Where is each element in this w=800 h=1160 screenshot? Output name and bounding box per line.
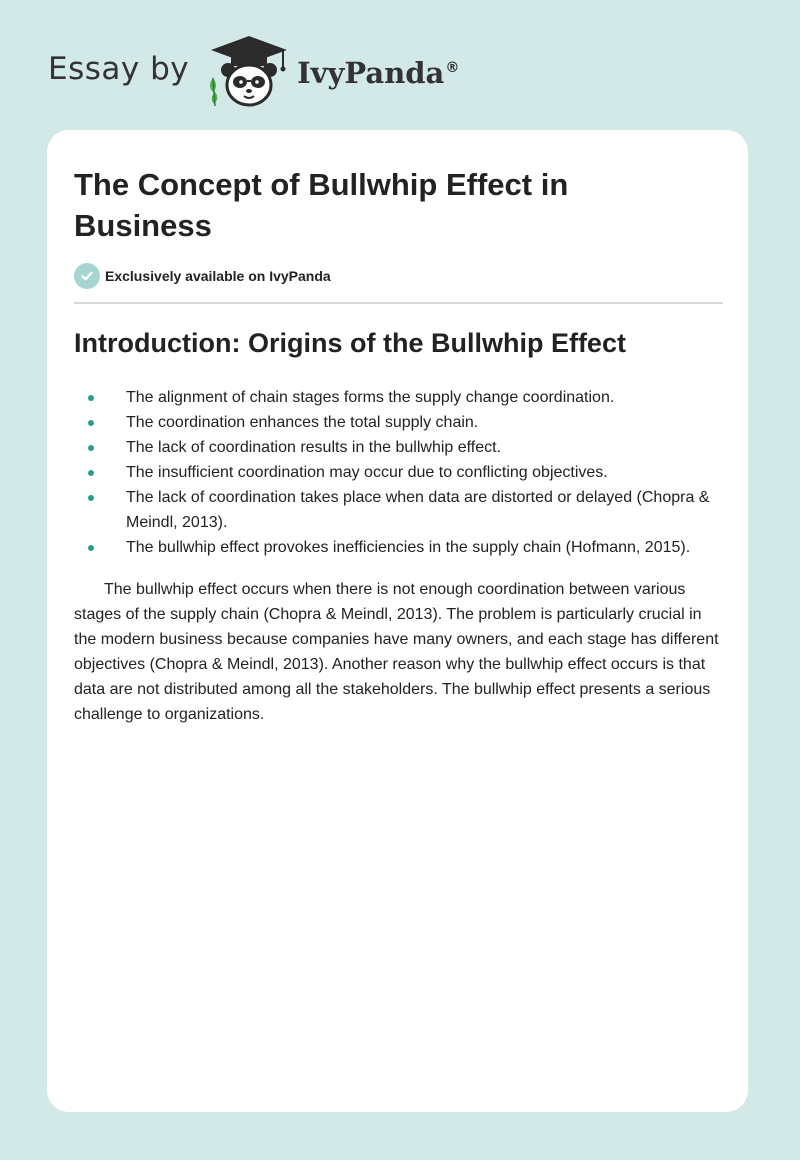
section-heading: Introduction: Origins of the Bullwhip Effect	[74, 328, 626, 358]
bullet-text: The insufficient coordination may occur due to conflicting objectives.	[126, 464, 608, 481]
bullet-dot	[88, 495, 94, 501]
divider	[74, 302, 723, 304]
bullet-item	[47, 410, 748, 435]
panda-logo-icon	[203, 34, 295, 110]
bullet-text: The alignment of chain stages forms the supply change coordination.	[126, 389, 615, 406]
bullet-item	[47, 535, 748, 560]
bullet-text: The coordination enhances the total supply chain.	[126, 414, 479, 431]
bullet-item	[47, 485, 748, 535]
bullet-list	[47, 385, 748, 560]
availability-text: Exclusively available on IvyPanda	[105, 268, 331, 284]
essay-card	[47, 130, 748, 1112]
bullet-dot	[88, 445, 94, 451]
registered-mark: ®	[445, 60, 460, 77]
bullet-dot	[88, 420, 94, 426]
brand-name: IvyPanda®	[297, 56, 460, 90]
bullet-dot	[88, 545, 94, 551]
bullet-item	[47, 385, 748, 410]
bullet-dot	[88, 470, 94, 476]
bullet-dot	[88, 395, 94, 401]
bullet-text: The bullwhip effect provokes inefficiencies in the supply chain (Hofmann, 2015).	[126, 539, 691, 556]
bullet-text: The lack of coordination results in the bullwhip effect.	[126, 439, 502, 456]
check-circle-icon	[74, 263, 100, 289]
body-paragraph: The bullwhip effect occurs when there is not enough coordination between various stages of the supply chain (Chopra & Meindl, 2013). The problem is particularly crucial in the modern business because companies have many owners, and each stage has different objectives (Chopra & Meindl, 2013). Another reason why the bullwhip effect occurs is that data are not distributed among all the stakeholders. The bullwhip effect presents a serious challenge to organizations.	[74, 581, 719, 723]
brand-prefix: Essay by	[48, 51, 190, 87]
brand-header	[48, 34, 459, 110]
essay-title: The Concept of Bullwhip Effect in Business	[74, 167, 569, 243]
bullet-item	[47, 435, 748, 460]
availability-badge	[74, 263, 331, 289]
bullet-item	[47, 460, 748, 485]
bullet-text: The lack of coordination takes place when data are distorted or delayed (Chopra & Meindl, 2013).	[126, 489, 710, 531]
